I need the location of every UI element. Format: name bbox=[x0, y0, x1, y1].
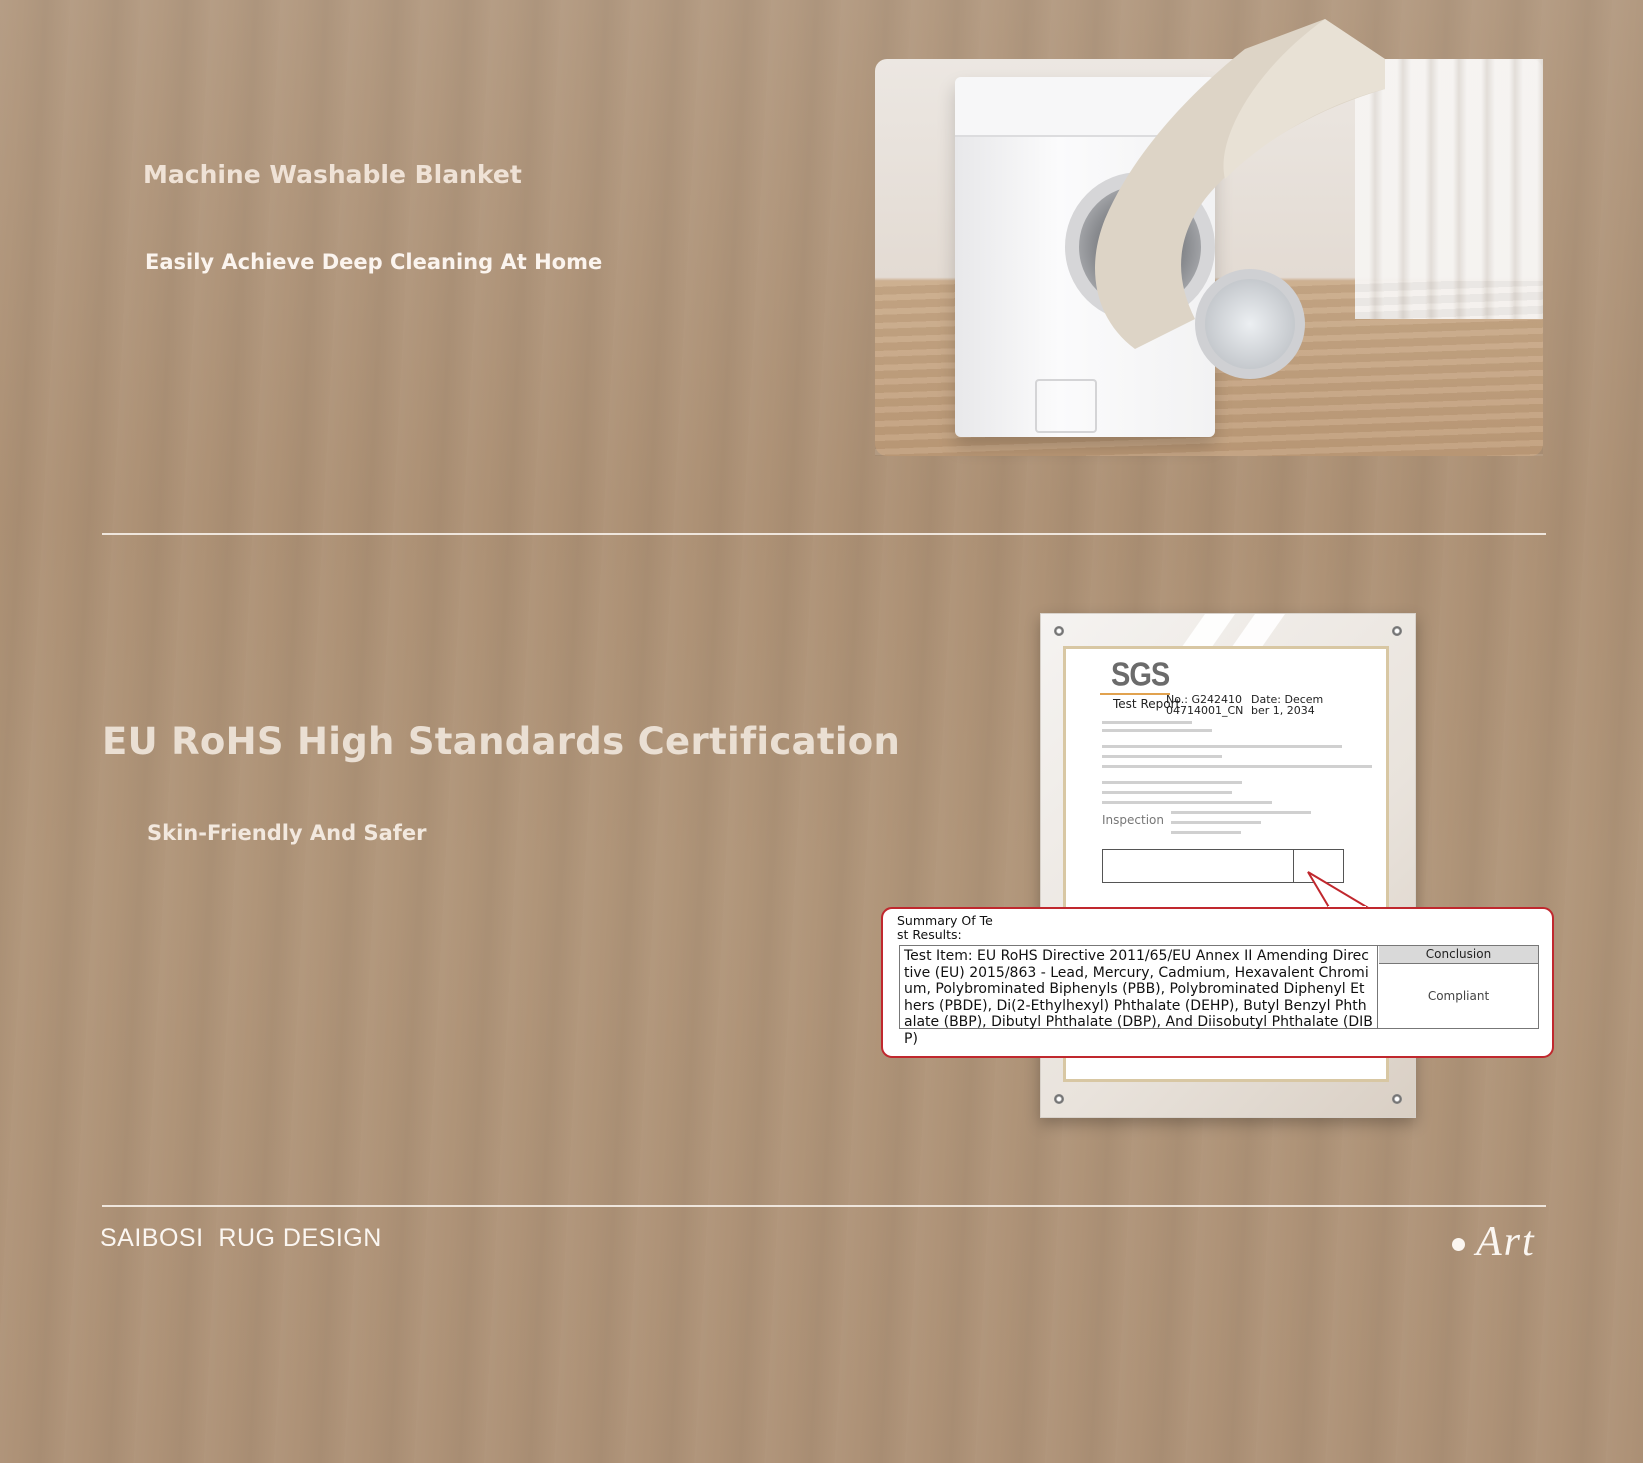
section-title-rohs: EU RoHS High Standards Certification bbox=[102, 720, 901, 763]
screw-icon bbox=[1392, 1094, 1402, 1104]
test-summary-callout bbox=[881, 907, 1554, 1058]
blanket-fabric bbox=[1025, 19, 1385, 359]
logo-underline bbox=[1100, 693, 1170, 695]
section-subtitle-deep-cleaning: Easily Achieve Deep Cleaning At Home bbox=[145, 250, 603, 274]
report-number: No.: G242410 04714001_CN bbox=[1166, 693, 1244, 717]
conclusion-value: Compliant bbox=[1427, 989, 1490, 1003]
doc-text-line bbox=[1102, 781, 1242, 784]
doc-text-line bbox=[1171, 811, 1311, 814]
bullet-dot-icon bbox=[1452, 1238, 1465, 1251]
section-subtitle-skin-friendly: Skin-Friendly And Safer bbox=[147, 821, 427, 845]
doc-text-line bbox=[1171, 821, 1261, 824]
doc-text-line bbox=[1102, 765, 1372, 768]
doc-text-line bbox=[1102, 745, 1342, 748]
section-divider bbox=[102, 533, 1546, 535]
doc-text-line bbox=[1102, 729, 1212, 732]
doc-text-line bbox=[1102, 791, 1232, 794]
art-wordmark: Art bbox=[1476, 1219, 1536, 1265]
sgs-logo: SGS bbox=[1111, 656, 1170, 694]
inspection-label: Inspection bbox=[1102, 813, 1164, 827]
conclusion-header: Conclusion bbox=[1379, 946, 1538, 964]
callout-pointer bbox=[1290, 870, 1370, 910]
screw-icon bbox=[1392, 626, 1402, 636]
section-title-machine-washable: Machine Washable Blanket bbox=[143, 160, 522, 189]
screw-icon bbox=[1054, 1094, 1064, 1104]
report-date: Date: Decem ber 1, 2034 bbox=[1251, 693, 1324, 717]
footer-divider bbox=[102, 1205, 1546, 1207]
brand-name: SAIBOSI RUG DESIGN bbox=[100, 1224, 382, 1252]
test-results-table bbox=[899, 945, 1539, 1047]
doc-text-line bbox=[1102, 755, 1222, 758]
doc-text-line bbox=[1102, 721, 1192, 724]
doc-text-line bbox=[1171, 831, 1241, 834]
report-label: Test Report bbox=[1113, 697, 1181, 711]
washing-machine-photo bbox=[875, 59, 1543, 456]
test-item-cell: Test Item: EU RoHS Directive 2011/65/EU Annex II Amending Directive (EU) 2015/863 - Lead, Mercury, Cadmium, Hexavalent Chromium, Polybrominated Biphenyls (PBB), Polybrominated Diphenyl Ethers (PBDE), Di(2-Ethylhexyl) Phthalate (DEHP), Butyl Benzyl Phthalate (BBP), Dibutyl Phthalate (DBP), And Diisobutyl Phthalate (DIBP) bbox=[900, 946, 1378, 1028]
summary-label: Summary Of Te st Results: bbox=[897, 913, 993, 942]
doc-text-line bbox=[1102, 801, 1272, 804]
screw-icon bbox=[1054, 626, 1064, 636]
machine-filter-drawer bbox=[1035, 379, 1097, 433]
